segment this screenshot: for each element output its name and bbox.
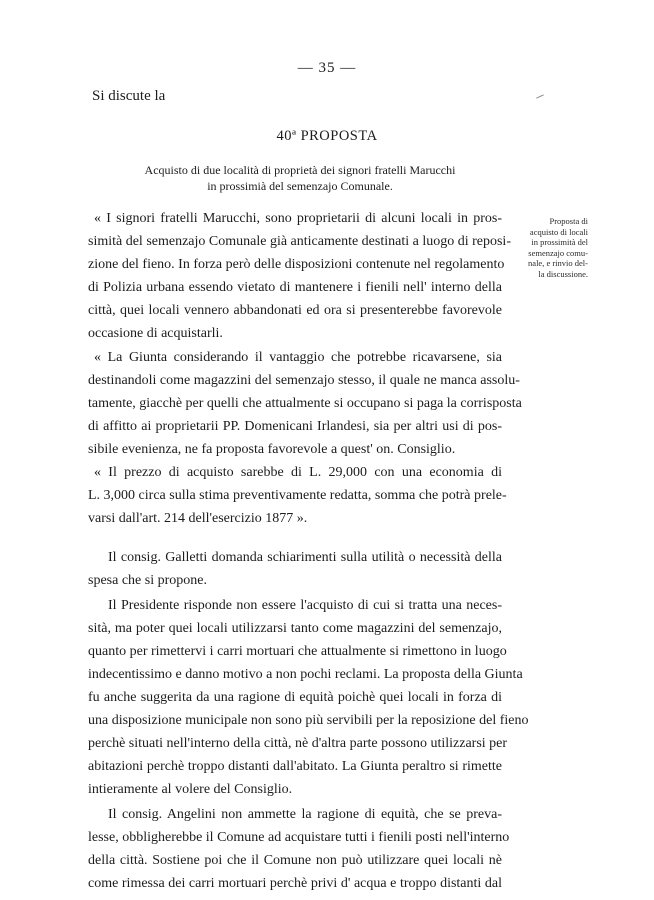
margin-note-line: Proposta di [549,216,588,226]
intro-text: Si discute la [92,88,166,104]
proposal-heading: 40ª PROPOSTA [276,128,378,144]
text-line: indecentissimo e danno motivo a non pochi reclami. La proposta della Giunta [88,667,523,682]
text-line: della città. Sostiene poi che il Comune non può utilizzare quei locali nè [88,853,502,868]
text-line: varsi dall'art. 214 dell'esercizio 1877 ». [88,511,308,526]
text-line: di Polizia urbana essendo vietato di mantenere i fienili nell' interno della [88,280,502,295]
text-line: sibile evenienza, ne fa proposta favorevole a quest' on. Consiglio. [88,442,456,457]
text-line: simità del semenzajo Comunale già anticamente destinati a luogo di reposi- [88,234,511,249]
subtitle-line: in prossimià del semenzajo Comunale. [207,179,393,193]
margin-note-line: acquisto di locali [529,226,588,237]
text-line: tamente, giacchè per quelli che attualmente si occupano si paga la corrisposta [88,396,522,411]
text-line: di affitto ai proprietarii PP. Domenicani Irlandesi, sia per altri usi di pos- [88,419,502,434]
text-line: come rimessa dei carri mortuari perchè privi d' acqua e troppo distanti dal [88,876,502,891]
text-line: città, quei locali vennero abbandonati ed ora si presenterebbe favorevole [88,303,502,318]
margin-note [512,216,588,279]
margin-note-line: nale, e rinvio del- [528,258,588,268]
text-line: « I signori fratelli Marucchi, sono proprietarii di alcuni locali in pros- [94,211,502,226]
text-line: quanto per rimettervi i carri mortuari che attualmente si rimettono in luogo [88,644,507,659]
text-line: perchè situati nell'interno della città, nè d'altra parte possono utilizzarsi per [88,736,508,751]
text-line: abitazioni perchè troppo distanti dall'abitato. La Giunta peraltro si rimette [88,759,502,774]
text-line: sità, ma poter quei locali utilizzarsi tanto come magazzini del semenzajo, [88,621,502,636]
subtitle-line: Acquisto di due località di proprietà dei signori fratelli Marucchi [144,163,456,177]
margin-note-line: semenzajo comu- [528,247,588,258]
stray-mark [536,94,544,98]
text-line: « Il prezzo di acquisto sarebbe di L. 29,000 con una economia di [94,465,502,480]
margin-note-line: la discussione. [538,268,588,279]
text-line: Il Presidente risponde non essere l'acquisto di cui si tratta una neces- [108,598,502,613]
text-line: « La Giunta considerando il vantaggio che potrebbe ricavarsene, sia [94,350,502,365]
text-line: zione del fieno. In forza però delle disposizioni contenute nel regolamento [88,257,505,272]
text-line: Il consig. Angelini non ammette la ragione di equità, che se preva- [108,807,502,822]
text-line: fu anche suggerita da una ragione di equità poichè quei locali in forza di [88,690,502,705]
text-line: occasione di acquistarli. [88,326,223,341]
text-line: lesse, obbligherebbe il Comune ad acquistare tutti i fienili posti nell'interno [88,830,510,845]
text-line: destinandoli come magazzini del semenzajo stesso, il quale ne manca assolu- [88,373,520,388]
proposal-subtitle [90,162,510,194]
text-line: Il consig. Galletti domanda schiarimenti sulla utilità o necessità della [108,550,502,565]
text-line: L. 3,000 circa sulla stima preventivamente redatta, somma che potrà prele- [88,488,507,503]
text-line: intieramente al volere del Consiglio. [88,782,293,797]
text-line: spesa che si propone. [88,573,207,588]
text-line: una disposizione municipale non sono più servibili per la reposizione del fieno [88,713,529,728]
page-number: — 35 — [297,60,357,76]
margin-note-line: in prossimità del [531,237,588,247]
